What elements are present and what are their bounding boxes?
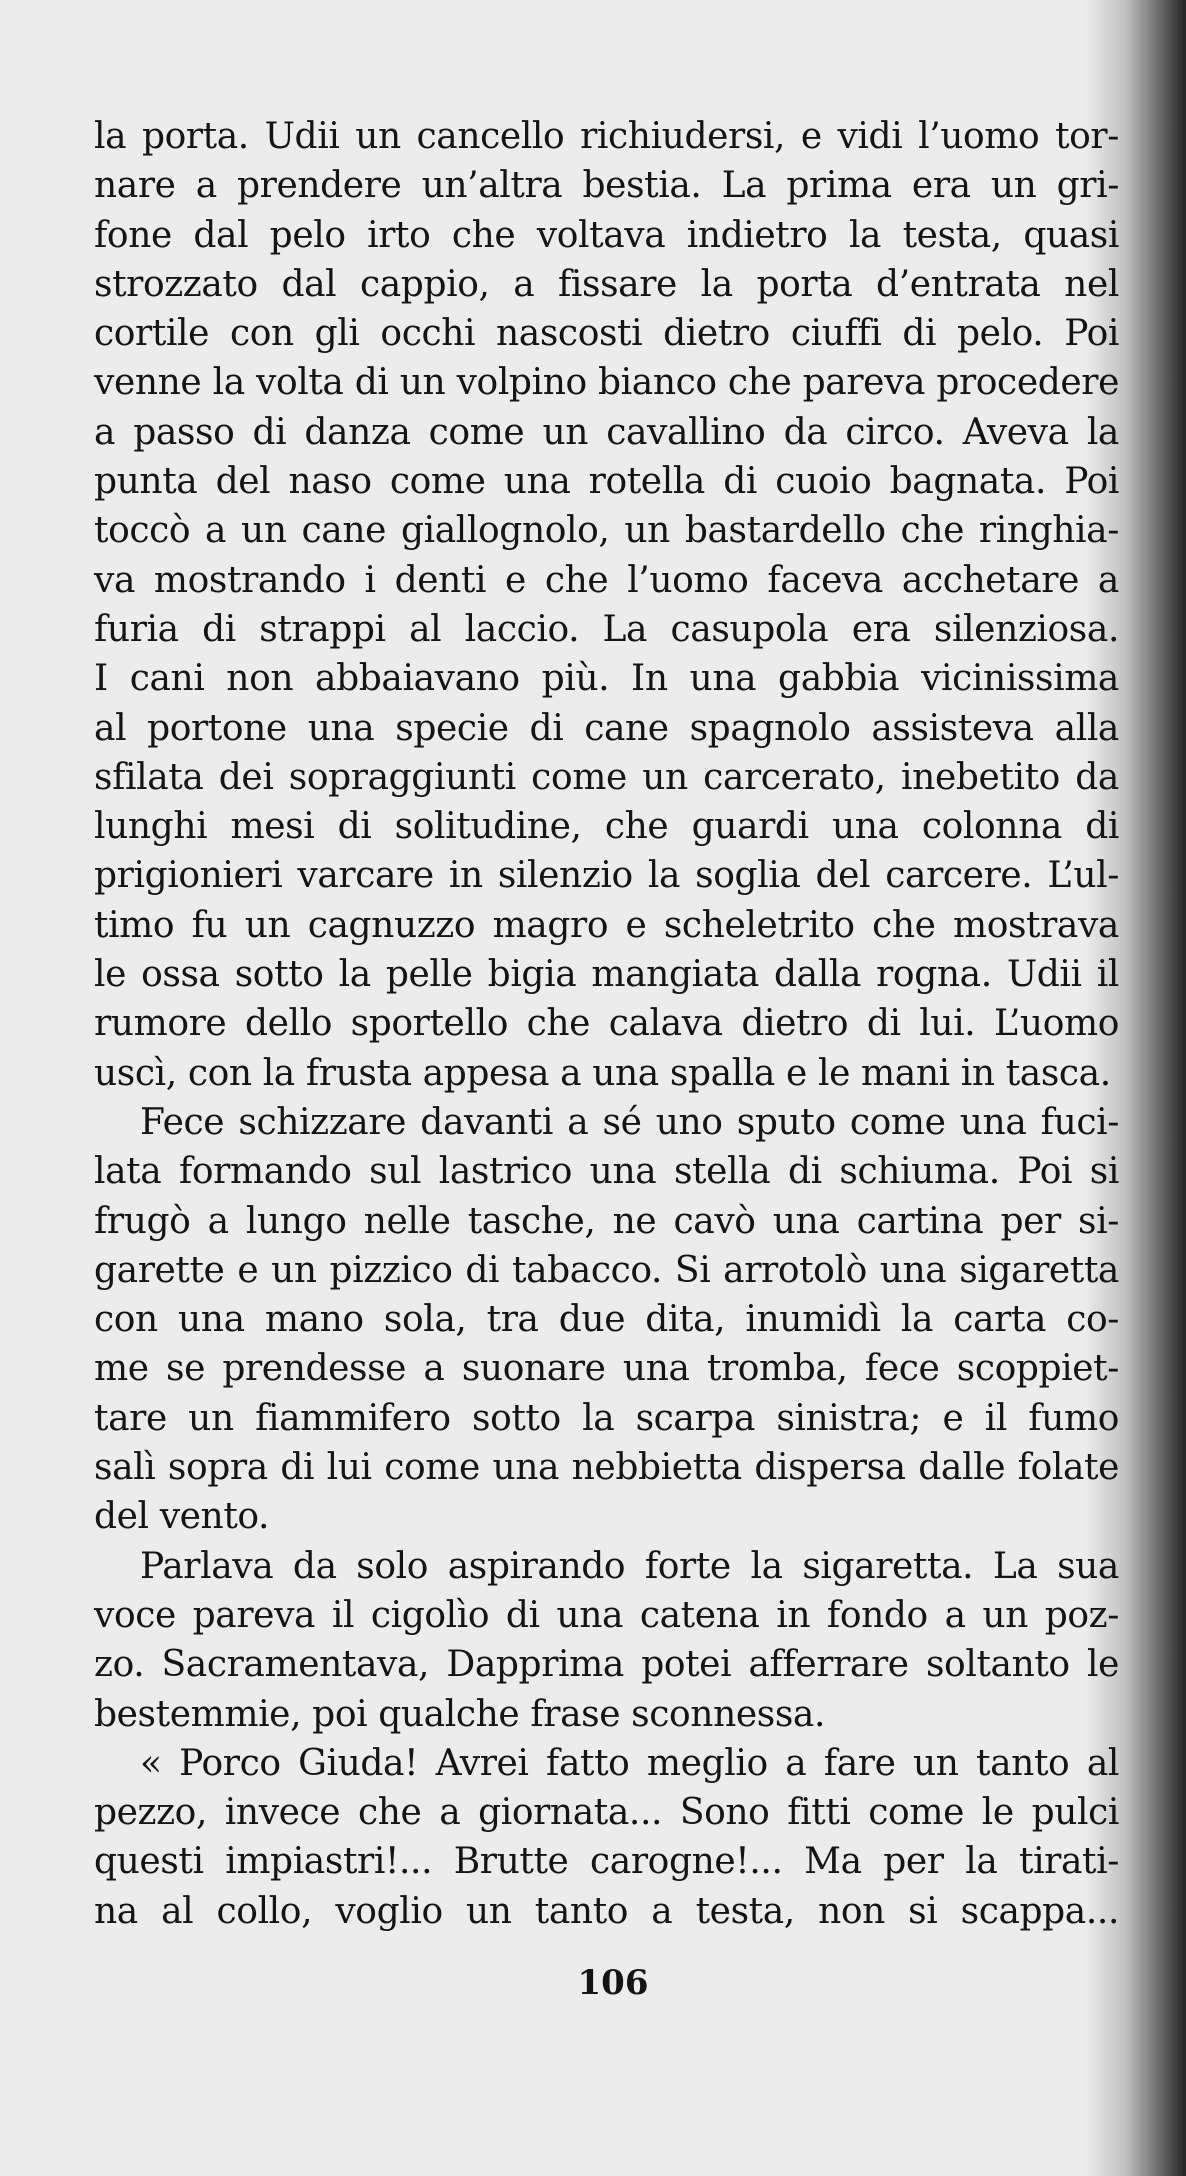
text-line: nare a prendere un’altra bestia. La prima era un gri- <box>94 165 1119 207</box>
body-text <box>94 112 1119 1936</box>
text-line: na al collo, voglio un tanto a testa, non si scappa... <box>94 1890 1119 1932</box>
text-line: strozzato dal cappio, a fissare la porta d’entrata nel <box>94 263 1119 305</box>
text-line: cortile con gli occhi nascosti dietro ciuffi di pelo. Poi <box>94 313 1119 355</box>
text-line: a passo di danza come un cavallino da circo. Aveva la <box>94 411 1119 453</box>
text-line: prigionieri varcare in silenzio la soglia del carcere. L’ul- <box>94 855 1119 897</box>
text-line: punta del naso come una rotella di cuoio bagnata. Poi <box>94 461 1119 503</box>
text-line: salì sopra di lui come una nebbietta dispersa dalle folate <box>94 1447 1119 1489</box>
text-line: pezzo, invece che a giornata... Sono fitti come le pulci <box>94 1792 1119 1834</box>
text-line: frugò a lungo nelle tasche, ne cavò una cartina per si- <box>94 1200 1119 1242</box>
text-line: garette e un pizzico di tabacco. Si arrotolò una sigaretta <box>94 1249 1119 1291</box>
text-line: questi impiastri!... Brutte carogne!... Ma per la tirati- <box>94 1841 1119 1883</box>
text-line: rumore dello sportello che calava dietro di lui. L’uomo <box>94 1003 1119 1045</box>
text-line: toccò a un cane giallognolo, un bastardello che ringhia- <box>94 510 1119 552</box>
text-line: I cani non abbaiavano più. In una gabbia vicinissima <box>94 658 1119 700</box>
text-line: uscì, con la frusta appesa a una spalla e le mani in tasca. <box>94 1052 1111 1094</box>
text-line: tare un fiammifero sotto la scarpa sinistra; e il fumo <box>94 1397 1119 1439</box>
text-line: Parlava da solo aspirando forte la sigaretta. La sua <box>140 1545 1119 1587</box>
text-line: lata formando sul lastrico una stella di schiuma. Poi si <box>94 1151 1119 1193</box>
text-line: zo. Sacramentava, Dapprima potei afferrare soltanto le <box>94 1644 1119 1686</box>
text-line: la porta. Udii un cancello richiudersi, e vidi l’uomo tor- <box>94 116 1119 157</box>
text-line: fone dal pelo irto che voltava indietro la testa, quasi <box>94 214 1119 256</box>
text-line: voce pareva il cigolìo di una catena in fondo a un poz- <box>94 1594 1119 1636</box>
text-line: bestemmie, poi qualche frase sconnessa. <box>94 1693 826 1735</box>
text-line: sfilata dei sopraggiunti come un carcerato, inebetito da <box>94 756 1119 798</box>
text-line: venne la volta di un volpino bianco che pareva procedere <box>94 362 1119 404</box>
text-line: timo fu un cagnuzzo magro e scheletrito che mostrava <box>94 904 1119 946</box>
text-line: me se prendesse a suonare una tromba, fece scoppiet- <box>94 1348 1119 1390</box>
text-line: « Porco Giuda! Avrei fatto meglio a fare un tanto al <box>140 1742 1119 1784</box>
text-line: del vento. <box>94 1496 270 1538</box>
text-line: lunghi mesi di solitudine, che guardi una colonna di <box>94 806 1119 848</box>
text-line: furia di strappi al laccio. La casupola era silenziosa. <box>94 608 1119 650</box>
text-line: Fece schizzare davanti a sé uno sputo come una fuci- <box>140 1101 1119 1143</box>
text-line: al portone una specie di cane spagnolo assisteva alla <box>94 707 1119 749</box>
page-number: 106 <box>577 1963 649 2003</box>
text-line: le ossa sotto la pelle bigia mangiata dalla rogna. Udii il <box>94 954 1119 996</box>
text-line: con una mano sola, tra due dita, inumidì la carta co- <box>94 1299 1119 1341</box>
text-line: va mostrando i denti e che l’uomo faceva acchetare a <box>94 559 1119 601</box>
